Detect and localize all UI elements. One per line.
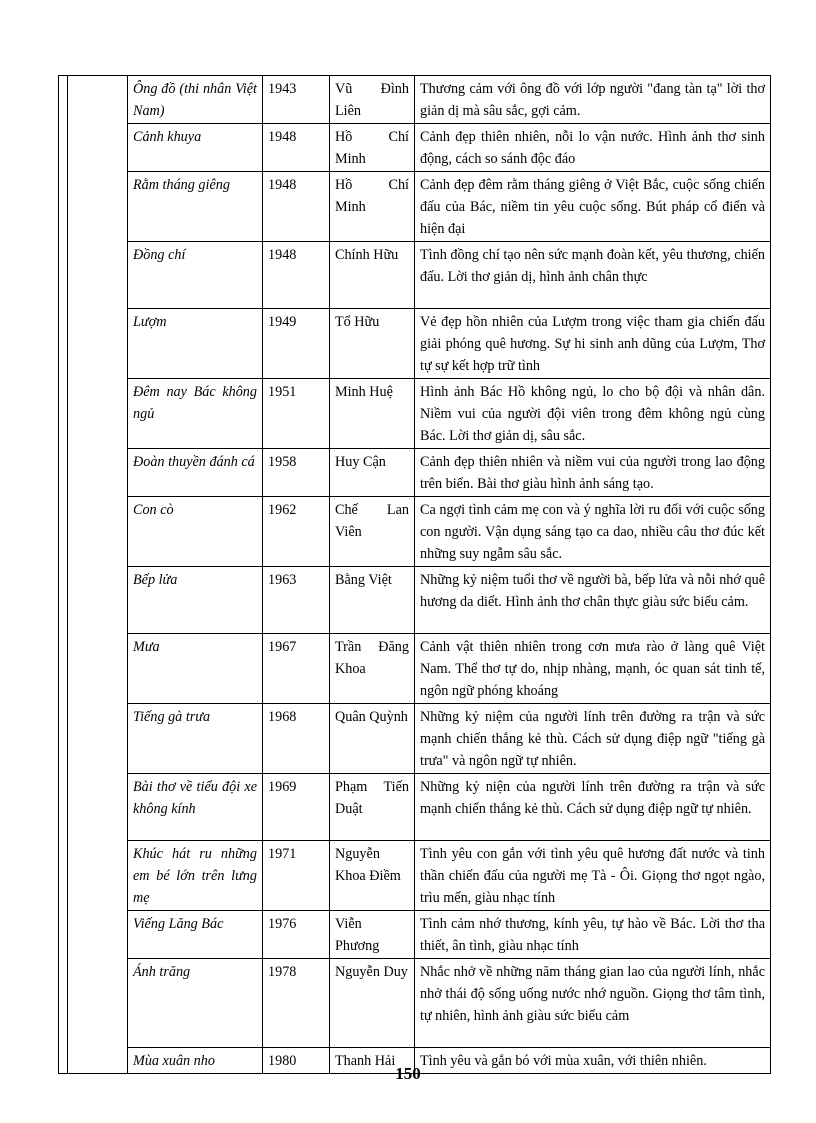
poem-author: Phạm Tiến Duật: [330, 774, 415, 841]
poem-title: Đoàn thuyền đánh cá: [128, 449, 263, 497]
poem-author: Huy Cận: [330, 449, 415, 497]
poem-content: Ca ngợi tình cảm mẹ con và ý nghĩa lời ru đối với cuộc sống con người. Vận dụng sáng tạo ca dao, nhiều câu thơ đúc kết những suy ngẫm sâu sắc.: [415, 497, 771, 567]
poem-author: Hồ Chí Minh: [330, 124, 415, 172]
poem-title: Viếng Lăng Bác: [128, 911, 263, 959]
poem-author: Bằng Việt: [330, 567, 415, 634]
page-number: 150: [395, 1064, 421, 1083]
poem-author: Quân Quỳnh: [330, 704, 415, 774]
table-row: [59, 774, 771, 841]
poem-content: Vẻ đẹp hồn nhiên của Lượm trong việc tham gia chiến đấu giải phóng quê hương. Sự hi sinh anh dũng của Lượm, Thơ tự sự kết hợp trữ tình: [415, 309, 771, 379]
table-row: [59, 959, 771, 1048]
table-row: [59, 497, 771, 567]
poem-content: Cảnh đẹp đêm rằm tháng giêng ở Việt Bắc, cuộc sống chiến đấu của Bác, niềm tin yêu cuộc sống. Bút pháp cổ điển và hiện đại: [415, 172, 771, 242]
poem-year: 1943: [263, 76, 330, 124]
poem-title: Khúc hát ru những em bé lớn trên lưng mẹ: [128, 841, 263, 911]
poem-year: 1949: [263, 309, 330, 379]
poem-year: 1948: [263, 172, 330, 242]
poem-title: Cảnh khuya: [128, 124, 263, 172]
table-row: [59, 76, 771, 124]
poem-title: Bài thơ về tiểu đội xe không kính: [128, 774, 263, 841]
poem-title: Con cò: [128, 497, 263, 567]
poem-content: Cảnh vật thiên nhiên trong cơn mưa rào ở làng quê Việt Nam. Thể thơ tự do, nhịp nhàng, mạnh, óc quan sát tinh tế, ngôn ngữ phóng khoáng: [415, 634, 771, 704]
poem-author: Tố Hữu: [330, 309, 415, 379]
poem-content: Những kỷ niện của người lính trên đường ra trận và sức mạnh chiến thắng kẻ thù. Cách sử dụng điệp ngữ tự nhiên.: [415, 774, 771, 841]
poem-title: Ánh trăng: [128, 959, 263, 1048]
poem-year: 1976: [263, 911, 330, 959]
poem-author: Chính Hữu: [330, 242, 415, 309]
poem-author: Nguyễn Khoa Điềm: [330, 841, 415, 911]
poem-content: Tình cảm nhớ thương, kính yêu, tự hào về Bác. Lời thơ tha thiết, ân tình, giàu nhạc tính: [415, 911, 771, 959]
poem-year: 1948: [263, 242, 330, 309]
poem-year: 1951: [263, 379, 330, 449]
table-row: [59, 841, 771, 911]
table-row: [59, 124, 771, 172]
table-row: [59, 242, 771, 309]
poem-year: 1980: [263, 1048, 330, 1074]
poem-content: Những kỷ niệm của người lính trên đường ra trận và sức mạnh chiến thắng kẻ thù. Cách sử dụng điệp ngữ "tiếng gà trưa" và ngôn ngữ tự nhiên.: [415, 704, 771, 774]
table-row: [59, 449, 771, 497]
poem-title: Rằm tháng giêng: [128, 172, 263, 242]
table-row: [59, 567, 771, 634]
poem-author: Hồ Chí Minh: [330, 172, 415, 242]
poem-content: Nhắc nhở về những năm tháng gian lao của người lính, nhắc nhở thái độ sống uống nước nhớ nguồn. Giọng thơ tâm tình, tự nhiên, hình ảnh giàu sức biểu cảm: [415, 959, 771, 1048]
poem-content: Tình đồng chí tạo nên sức mạnh đoàn kết, yêu thương, chiến đấu. Lời thơ giản dị, hình ảnh chân thực: [415, 242, 771, 309]
poem-title: Mưa: [128, 634, 263, 704]
poem-content: Cảnh đẹp thiên nhiên và niềm vui của người trong lao động trên biển. Bài thơ giàu hình ảnh sáng tạo.: [415, 449, 771, 497]
poem-content: Những kỷ niệm tuổi thơ về người bà, bếp lửa và nỗi nhớ quê hương da diết. Hình ảnh thơ chân thực giàu sức biểu cảm.: [415, 567, 771, 634]
poem-title: Đồng chí: [128, 242, 263, 309]
table-row: [59, 911, 771, 959]
poem-title: Ông đồ (thi nhân Việt Nam): [128, 76, 263, 124]
poem-content: Tình yêu và gắn bó với mùa xuân, với thiên nhiên.: [415, 1048, 771, 1074]
table-row: [59, 634, 771, 704]
table-row: [59, 704, 771, 774]
table-row: [59, 309, 771, 379]
poem-title: Lượm: [128, 309, 263, 379]
poem-author: Nguyễn Duy: [330, 959, 415, 1048]
poem-year: 1948: [263, 124, 330, 172]
poem-table: [58, 75, 771, 1074]
blank-column-group: [68, 76, 128, 1074]
poem-author: Vũ Đình Liên: [330, 76, 415, 124]
poem-year: 1969: [263, 774, 330, 841]
poem-author: Viễn Phương: [330, 911, 415, 959]
poem-year: 1978: [263, 959, 330, 1048]
poem-author: Minh Huệ: [330, 379, 415, 449]
poem-title: Đêm nay Bác không ngủ: [128, 379, 263, 449]
poem-title: Tiếng gà trưa: [128, 704, 263, 774]
poem-year: 1968: [263, 704, 330, 774]
poem-author: Chế Lan Viên: [330, 497, 415, 567]
poem-content: Tình yêu con gắn với tình yêu quê hương đất nước và tinh thần chiến đấu của người mẹ Tà - Ôi. Giọng thơ ngọt ngào, trìu mến, giàu nhạc tính: [415, 841, 771, 911]
blank-column-narrow: [59, 76, 68, 1074]
poem-author: Thanh Hải: [330, 1048, 415, 1074]
poem-content: Hình ảnh Bác Hồ không ngủ, lo cho bộ đội và nhân dân. Niềm vui của người đội viên trong đêm không ngủ cùng Bác. Lời thơ giản dị, sâu sắc.: [415, 379, 771, 449]
poem-year: 1958: [263, 449, 330, 497]
poem-title: Bếp lửa: [128, 567, 263, 634]
poem-content: Cảnh đẹp thiên nhiên, nỗi lo vận nước. Hình ảnh thơ sinh động, cách so sánh độc đáo: [415, 124, 771, 172]
poem-content: Thương cảm với ông đồ với lớp người "đang tàn tạ" lời thơ giản dị mà sâu sắc, gợi cảm.: [415, 76, 771, 124]
table-row: [59, 172, 771, 242]
table-row: [59, 379, 771, 449]
poem-title: Mùa xuân nho: [128, 1048, 263, 1074]
poem-year: 1967: [263, 634, 330, 704]
poem-year: 1971: [263, 841, 330, 911]
poem-year: 1962: [263, 497, 330, 567]
poem-author: Trần Đăng Khoa: [330, 634, 415, 704]
table-body: [59, 76, 771, 1074]
poem-year: 1963: [263, 567, 330, 634]
